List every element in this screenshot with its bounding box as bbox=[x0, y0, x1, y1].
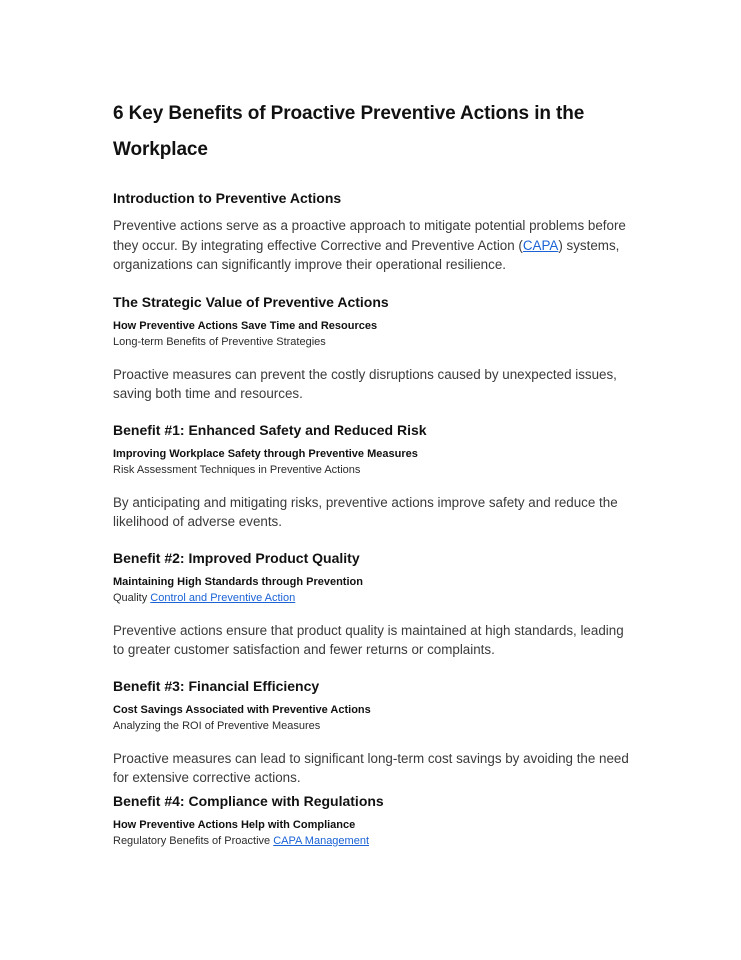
intro-paragraph bbox=[113, 216, 633, 275]
benefit-3-heading: Benefit #3: Financial Efficiency bbox=[113, 677, 320, 694]
control-and-preventive-action-link[interactable]: Control and Preventive Action bbox=[150, 591, 296, 604]
benefit-3-sub-heading: Cost Savings Associated with Preventive Actions bbox=[113, 703, 371, 716]
benefit-4-heading: Benefit #4: Compliance with Regulations bbox=[113, 792, 384, 809]
benefit-1-sub-heading: Improving Workplace Safety through Preventive Measures bbox=[113, 447, 418, 460]
intro-text-before-link: Preventive actions serve as a proactive approach to mitigate potential problems before they occur. By integrating effective Corrective and Preventive Action ( bbox=[113, 218, 626, 253]
title-line-1: 6 Key Benefits of Proactive Preventive Actions in the bbox=[113, 103, 585, 124]
strategic-sub-heading: How Preventive Actions Save Time and Resources bbox=[113, 319, 378, 332]
document-page bbox=[113, 96, 633, 849]
strategic-paragraph: Proactive measures can prevent the costly disruptions caused by unexpected issues, saving both time and resources. bbox=[113, 366, 617, 401]
benefit-3-paragraph-clip bbox=[113, 749, 633, 785]
benefit-2-sub-heading: Maintaining High Standards through Prevention bbox=[113, 575, 363, 588]
intro-text-after-link: ) systems, organizations can significantly improve their operational resilience. bbox=[113, 237, 620, 272]
benefit-2-sub-line bbox=[113, 590, 633, 606]
benefit-3-sub-line: Analyzing the ROI of Preventive Measures bbox=[113, 719, 321, 732]
benefit-4-sub-line bbox=[113, 833, 633, 849]
benefit-4-sub-heading: How Preventive Actions Help with Compliance bbox=[113, 818, 356, 831]
benefit-2-heading: Benefit #2: Improved Product Quality bbox=[113, 549, 360, 566]
benefit-2-paragraph: Preventive actions ensure that product quality is maintained at high standards, leading to greater customer satisfaction and fewer returns or complaints. bbox=[113, 622, 624, 657]
intro-heading: Introduction to Preventive Actions bbox=[113, 190, 342, 206]
title-line-2: Workplace bbox=[113, 139, 208, 160]
page-title bbox=[113, 96, 633, 168]
capa-management-link[interactable]: CAPA Management bbox=[273, 834, 369, 847]
capa-link[interactable]: CAPA bbox=[522, 237, 559, 253]
benefit-1-paragraph: By anticipating and mitigating risks, preventive actions improve safety and reduce the likelihood of adverse events. bbox=[113, 494, 618, 529]
benefit-3-paragraph: Proactive measures can lead to significant long-term cost savings by avoiding the need for extensive corrective actions. bbox=[113, 750, 629, 785]
benefit-2-sub-line-prefix: Quality bbox=[113, 591, 151, 604]
strategic-sub-line: Long-term Benefits of Preventive Strategies bbox=[113, 335, 326, 348]
strategic-heading: The Strategic Value of Preventive Actions bbox=[113, 293, 389, 310]
benefit-1-heading: Benefit #1: Enhanced Safety and Reduced Risk bbox=[113, 421, 427, 438]
benefit-1-sub-line: Risk Assessment Techniques in Preventive Actions bbox=[113, 463, 361, 476]
benefit-4-sub-line-prefix: Regulatory Benefits of Proactive bbox=[113, 834, 274, 847]
